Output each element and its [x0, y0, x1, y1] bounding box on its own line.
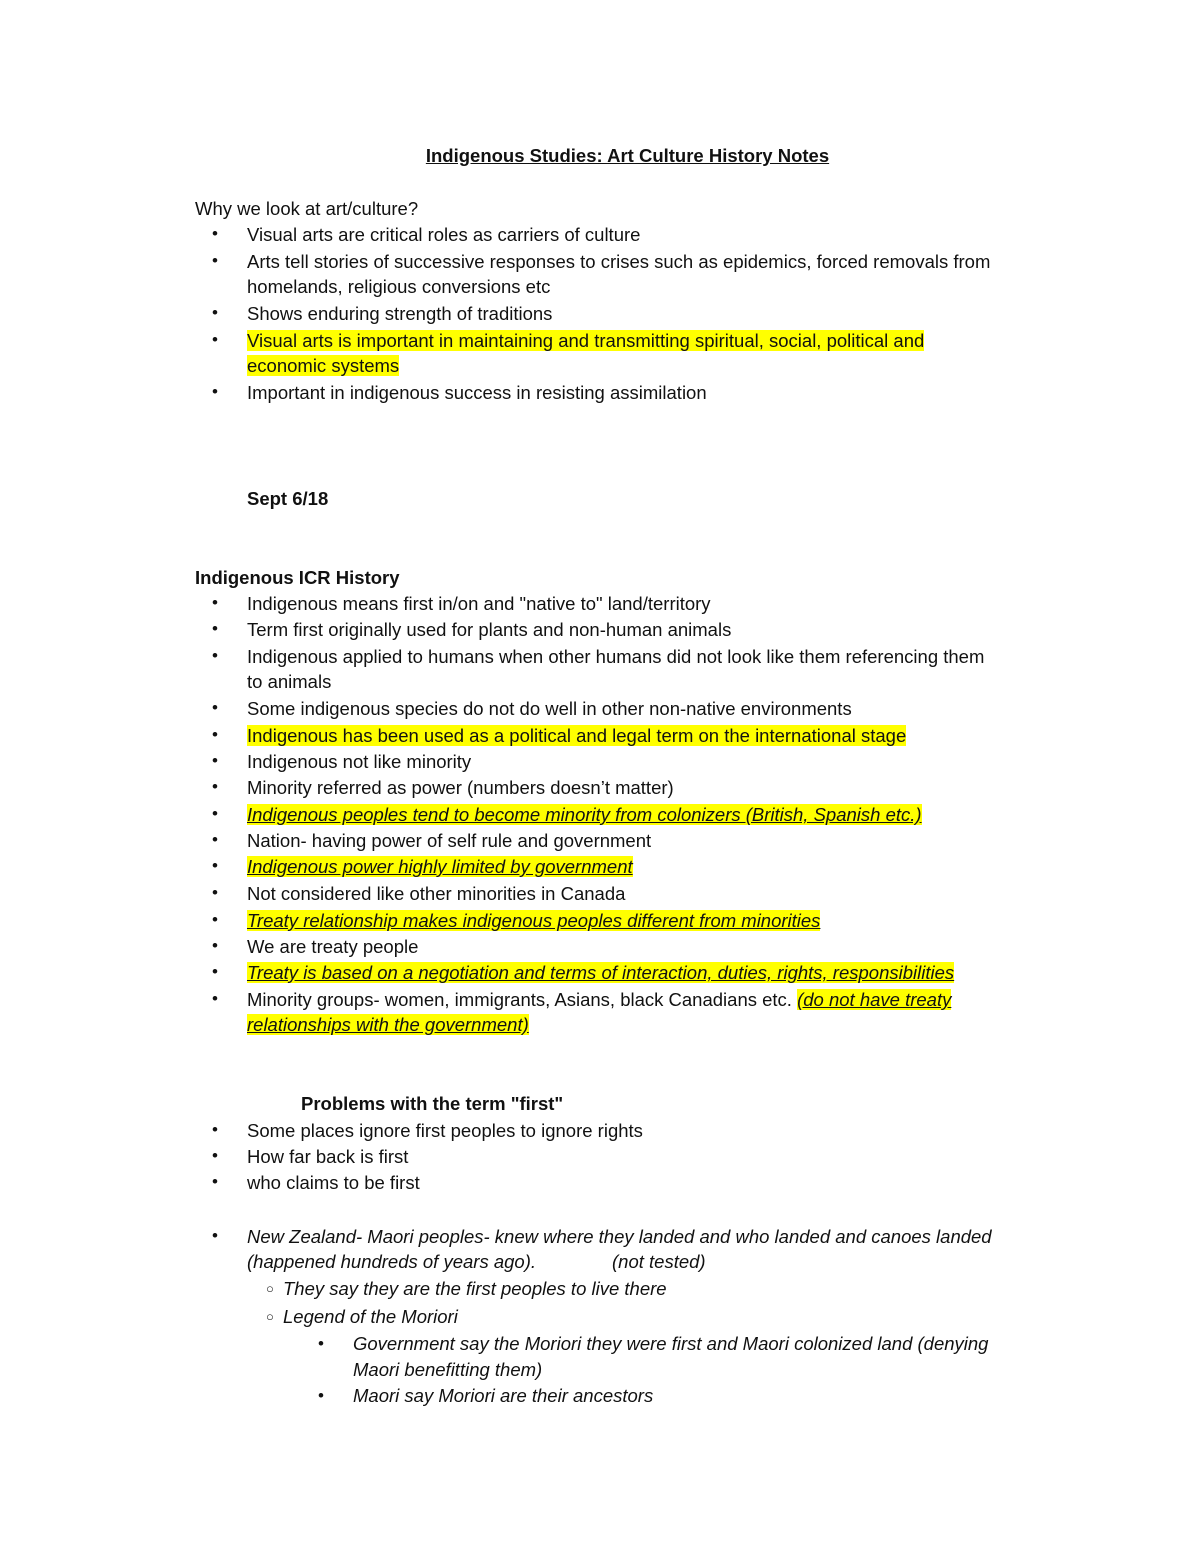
- bullet-icon: •: [212, 1226, 218, 1245]
- sub-list-item: They say they are the first peoples to live there: [283, 1278, 667, 1299]
- list-item: Some places ignore first peoples to ignore rights: [247, 1120, 643, 1141]
- bullet-icon: •: [212, 224, 218, 243]
- list-item-highlighted: Indigenous power highly limited by government: [247, 856, 633, 877]
- list-item: Some indigenous species do not do well in other non-native environments: [247, 698, 852, 719]
- sub-list-item: Legend of the Moriori: [283, 1306, 458, 1327]
- list-item: [247, 987, 951, 1013]
- bullet-icon: •: [212, 989, 218, 1008]
- bullet-icon: •: [212, 804, 218, 823]
- bullet-icon: •: [212, 830, 218, 849]
- list-item: Indigenous not like minority: [247, 751, 472, 772]
- list-item: Indigenous means first in/on and "native to" land/territory: [247, 593, 711, 614]
- sub-sub-list-item: Maori say Moriori are their ancestors: [353, 1385, 654, 1406]
- list-item: Indigenous applied to humans when other humans did not look like them referencing them: [247, 646, 985, 667]
- bullet-icon: •: [212, 936, 218, 955]
- bullet-icon: •: [212, 382, 218, 401]
- sub-sub-list-item: Government say the Moriori they were first and Maori colonized land (denying: [353, 1333, 989, 1354]
- bullet-icon: •: [212, 751, 218, 770]
- bullet-icon: •: [212, 593, 218, 612]
- bullet-icon: •: [212, 1120, 218, 1139]
- list-item-text: Minority groups- women, immigrants, Asians, black Canadians etc.: [247, 989, 792, 1010]
- bullet-icon: •: [212, 646, 218, 665]
- circle-bullet-icon: ○: [266, 1281, 274, 1296]
- list-item: We are treaty people: [247, 936, 419, 957]
- bullet-icon: •: [212, 856, 218, 875]
- bullet-icon: •: [212, 251, 218, 270]
- bullet-icon: •: [212, 910, 218, 929]
- bullet-icon: •: [212, 883, 218, 902]
- bullet-icon: •: [212, 1172, 218, 1191]
- bullet-icon: •: [212, 330, 218, 349]
- sub-sub-list-item-continuation: Maori benefitting them): [353, 1359, 543, 1380]
- section-heading-problems-first: Problems with the term "first": [301, 1093, 564, 1114]
- list-item-highlighted: Visual arts is important in maintaining and transmitting spiritual, social, political and: [247, 330, 925, 351]
- date-heading: Sept 6/18: [247, 488, 329, 509]
- circle-bullet-icon: ○: [266, 1309, 274, 1324]
- list-item: Minority referred as power (numbers doesn’t matter): [247, 777, 674, 798]
- list-item: who claims to be first: [247, 1172, 420, 1193]
- list-item-highlighted: Indigenous has been used as a political and legal term on the international stage: [247, 725, 907, 746]
- list-item-continuation: homelands, religious conversions etc: [247, 276, 551, 297]
- list-item: How far back is first: [247, 1146, 409, 1167]
- list-item: Arts tell stories of successive responses to crises such as epidemics, forced removals from: [247, 251, 991, 272]
- list-item: Nation- having power of self rule and government: [247, 830, 652, 851]
- bullet-icon: •: [212, 777, 218, 796]
- treaty-note-highlight: (do not have treaty: [797, 989, 952, 1010]
- section-heading-art-culture: Why we look at art/culture?: [195, 198, 419, 219]
- list-item: Term first originally used for plants and non-human animals: [247, 619, 732, 640]
- list-item-highlighted: Treaty is based on a negotiation and terms of interaction, duties, rights, responsibilities: [247, 962, 955, 983]
- page-title: Indigenous Studies: Art Culture History Notes: [425, 145, 830, 166]
- list-item-highlighted-continuation: economic systems: [247, 355, 400, 376]
- bullet-icon: •: [318, 1334, 324, 1353]
- bullet-icon: •: [212, 698, 218, 717]
- list-item: Important in indigenous success in resisting assimilation: [247, 382, 707, 403]
- list-item: Not considered like other minorities in Canada: [247, 883, 626, 904]
- bullet-icon: •: [212, 303, 218, 322]
- section-heading-icr-history: Indigenous ICR History: [195, 567, 400, 588]
- list-item: Shows enduring strength of traditions: [247, 303, 553, 324]
- bullet-icon: •: [318, 1386, 324, 1405]
- list-item-continuation: to animals: [247, 671, 332, 692]
- bullet-icon: •: [212, 725, 218, 744]
- list-item: Visual arts are critical roles as carriers of culture: [247, 224, 641, 245]
- list-item-new-zealand: New Zealand- Maori peoples- knew where they landed and who landed and canoes landed: [247, 1226, 992, 1247]
- bullet-icon: •: [212, 619, 218, 638]
- list-item-highlighted: Treaty relationship makes indigenous peoples different from minorities: [247, 910, 821, 931]
- bullet-icon: •: [212, 962, 218, 981]
- list-item-highlighted-continuation: relationships with the government): [247, 1014, 529, 1035]
- list-item-highlighted: Indigenous peoples tend to become minority from colonizers (British, Spanish etc.): [247, 804, 922, 825]
- not-tested-note: (not tested): [612, 1251, 706, 1272]
- bullet-icon: •: [212, 1146, 218, 1165]
- list-item-continuation: (happened hundreds of years ago).: [247, 1251, 537, 1272]
